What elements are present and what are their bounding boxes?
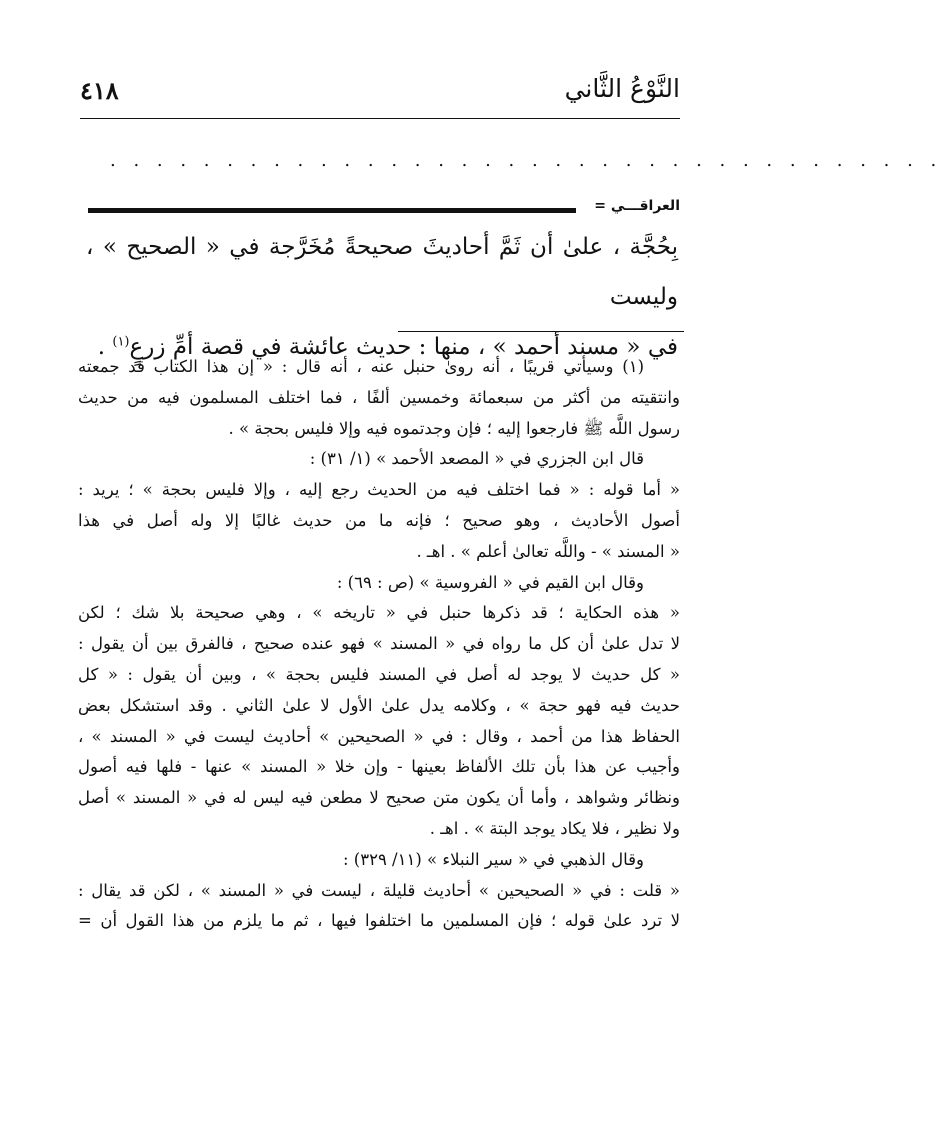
separator-dots: . . . . . . . . . . . . . . . . . . . . . . . . . . . . . . . . . . . . <box>110 150 942 171</box>
footnote-marker: (١) <box>112 334 130 350</box>
footnote-line: الحفاظ هذا من أحمد ، وقال : في « الصحيحين » أحاديث ليست في « المسند » ، <box>78 726 680 746</box>
footnote-line: « هذه الحكاية ؛ قد ذكرها حنبل في « تاريخه » ، وهي صحيحة بلا شك ؛ لكن <box>78 603 680 623</box>
running-title: النَّوْعُ الثَّاني <box>564 74 680 103</box>
footnote-line: حديث فيه فهو حجة » ، وكلامه يدل علىٰ الأول لا علىٰ الثاني . وقد استشكل بعض <box>78 695 680 715</box>
footnote-line: ولا نظير ، فلا يكاد يوجد البتة » . اهـ . <box>429 818 680 838</box>
footnote-line: لا تدل علىٰ أن كل ما رواه في « المسند » فهو عنده صحيح ، فالفرق بين أن يقول : <box>78 634 680 654</box>
section-rule <box>88 208 576 213</box>
footnote-line: ونظائر وشواهد ، وأما أن يكون متن صحيح لا مطعن فيه ليس له في « المسند » أصل <box>78 788 680 808</box>
main-text <box>86 222 678 372</box>
footnote-line: « كل حديث لا يوجد له أصل في المسند فليس بحجة » ، وبين أن يقول : « كل <box>78 664 680 684</box>
main-text-end: . <box>97 334 113 360</box>
footnote-line: قال ابن الجزري في « المصعد الأحمد » (١/ ٣١) : <box>309 449 644 469</box>
section-label: العراقـــي = <box>594 198 680 214</box>
footnote-line: « قلت : في « الصحيحين » أحاديث قليلة ، ليست في « المسند » ، لكن قد يقال : <box>78 880 680 900</box>
header-rule <box>80 118 680 119</box>
footnote-line: « المسند » - واللَّه تعالىٰ أعلم » . اهـ . <box>416 541 680 561</box>
footnote-line: أصول الأحاديث ، وهو صحيح ؛ فإنه ما من حديث غالبًا إلا وله أصل في هذا <box>78 510 680 530</box>
footnote-line: « أما قوله : « فما اختلف فيه من الحديث رجع إليه ، وإلا فليس بحجة » ؛ يريد : <box>78 480 680 500</box>
footnote-rule <box>398 331 684 332</box>
footnote-line: وقال ابن القيم في « الفروسية » (ص : ٦٩) : <box>336 572 644 592</box>
footnote-line: وأجيب عن هذا بأن تلك الألفاظ بعينها - وإن خلا « المسند » عنها - فلها فيه أصول <box>78 757 680 777</box>
main-text-line: بِحُجَّة ، علىٰ أن ثَمَّ أحاديثَ صحيحةً مُخَرَّجة في « الصحيح » ، وليست <box>86 234 678 310</box>
footnote-line: وانتقيته من أكثر من سبعمائة وخمسين ألفًا ، فما اختلف المسلمون فيه من حديث <box>78 387 680 407</box>
footnote-line: وقال الذهبي في « سير النبلاء » (١١/ ٣٢٩) : <box>342 849 644 869</box>
main-text-segment: في « مسند أحمد » ، منها : حديث عائشة في قصة أمِّ زرعٍ <box>129 334 678 360</box>
footnotes <box>78 352 680 937</box>
footnote-line: لا ترد علىٰ قوله ؛ فإن المسلمين ما اختلفوا فيها ، ثم ما يلزم من هذا القول أن = <box>78 911 680 931</box>
footnote-line: (١) وسيأتي قريبًا ، أنه روىٰ حنبل عنه ، أنه قال : « إن هذا الكتاب قد جمعته <box>78 357 644 376</box>
footnote-line: رسول اللَّه ﷺ فارجعوا إليه ؛ فإن وجدتموه فيه وإلا فليس بحجة » . <box>228 418 680 438</box>
page-number: ٤١٨ <box>80 76 119 105</box>
page-header <box>80 70 680 110</box>
